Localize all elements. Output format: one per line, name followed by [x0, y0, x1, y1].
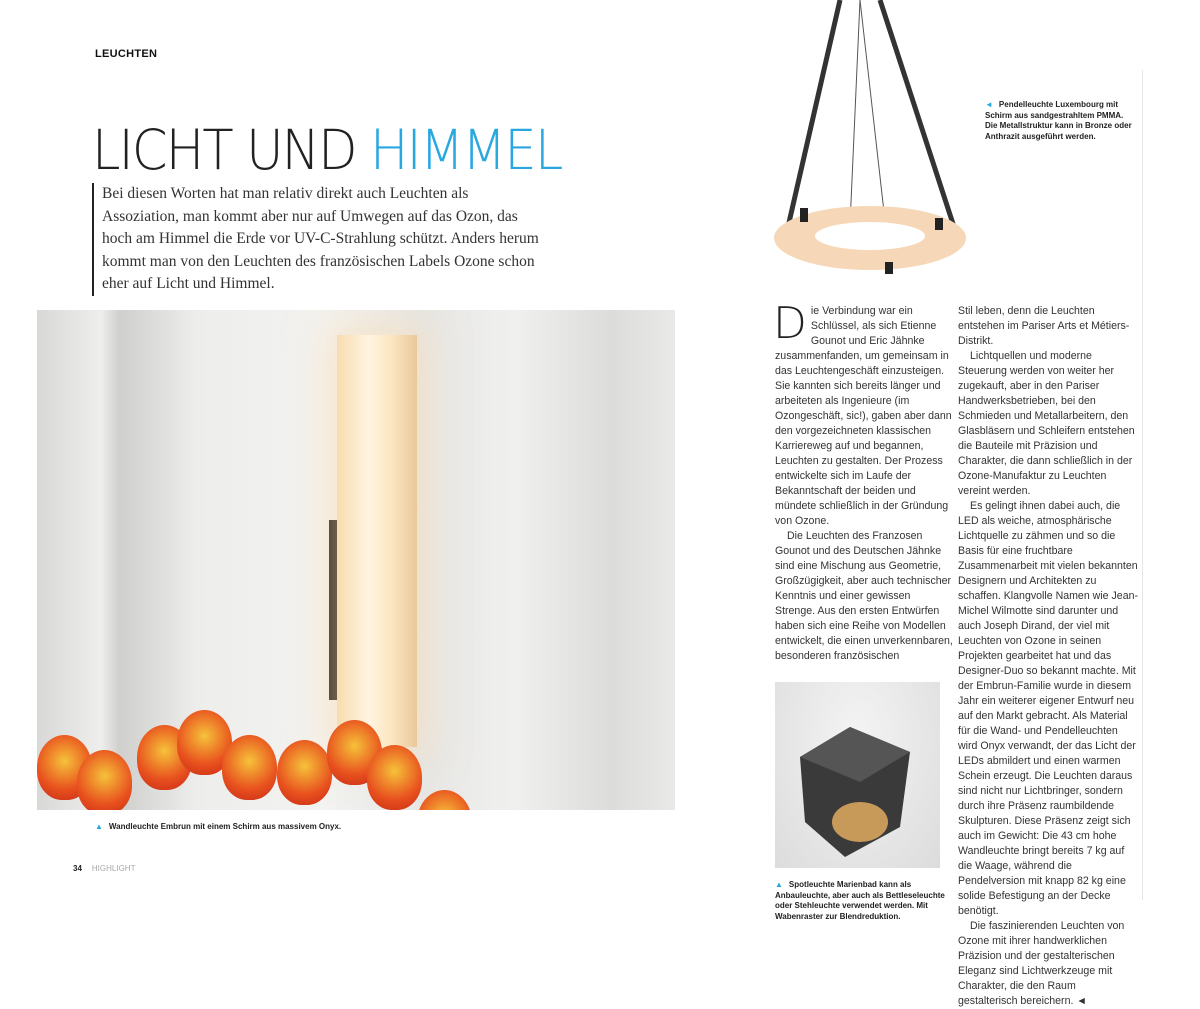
pendant-lamp-photo: [770, 0, 970, 285]
caption-triangle-icon: ▲: [775, 880, 783, 889]
page-number: 34: [73, 864, 82, 873]
left-column-stack: [773, 298, 955, 922]
body-paragraph: Stil leben, denn die Leuchten entstehen im Pariser Arts et Métiers-Distrikt.: [958, 305, 1130, 347]
drop-cap: D: [773, 298, 807, 349]
footer-section: HIGHLIGHT: [91, 864, 136, 873]
wall-lamp-photo: [37, 310, 675, 810]
page-edge: [1142, 70, 1143, 900]
spot-lamp-photo: [775, 682, 940, 868]
wall-lamp-caption: ▲ Wandleuchte Embrun mit einem Schirm aus massivem Onyx.: [95, 822, 342, 831]
pendant-caption: ◄ Pendelleuchte Luxembourg mit Schirm aus sandgestrahltem PMMA. Die Metallstruktur kann in Bronze oder Anthrazit ausgeführt werden.: [985, 100, 1132, 141]
body-paragraph: Die Leuchten des Franzosen Gounot und des Deutschen Jähnke sind eine Mischung aus Geometrie, Großzügigkeit, aber auch technischer Kenntnis und einer gewissen Strenge. Aus den ersten Entwürfen haben sich eine Reihe von Modellen entwickelt, die einen unverkennbaren, besonderen französischen: [775, 530, 953, 662]
page-title: [92, 118, 561, 182]
intro-paragraph: Bei diesen Worten hat man relativ direkt auch Leuchten als Assoziation, man kommt aber nur auf Umwegen auf das Ozon, das hoch am Himmel die Erde vor UV-C-Strahlung schützt. Anders herum kommt man von den Leuchten des französischen Labels Ozone schon eher auf Licht und Himmel.: [92, 183, 547, 296]
spot-caption: ▲ Spotleuchte Marienbad kann als Anbauleuchte, aber auch als Bettleseleuchte oder Stehleuchte verwendet werden. Mit Wabenraster zur Blendreduktion.: [775, 880, 945, 921]
title-part-2: HIMMEL: [370, 118, 562, 182]
body-paragraph: Es gelingt ihnen dabei auch, die LED als weiche, atmosphärische Lichtquelle zu zähmen und so die Basis für eine fruchtbare Zusammenarbeit mit vielen bekannten Designern und Architekten zu schaffen. Klangvolle Namen wie Jean-Michel Wilmotte sind darunter und auch Joseph Dirand, der viel mit Leuchten von Ozone in seinen Projekten gearbeitet hat und das Designer-Duo so bekannt machte. Mit der Embrun-Familie wurde in diesem Jahr ein weiterer eigener Entwurf neu auf den Markt gebracht. Als Material für die Wand- und Pendelleuchten wird Onyx verwandt, der das Licht der LEDs abmildert und einen warmen Schein erzeugt. Die Leuchten daraus sind nicht nur Lichtbringer, sondern durch ihre Präsenz raumbildende Skulpturen. Diese Präsenz zeigt sich auch im Gewicht: Die 43 cm hohe Wandleuchte bringt bereits 7 kg auf die Waage, während die Pendelversion mit knapp 82 kg eine solide Befestigung an der Decke benötigt.: [958, 500, 1139, 917]
section-label: LEUCHTEN: [95, 48, 158, 60]
body-paragraph: Die faszinierenden Leuchten von Ozone mit ihrer handwerklichen Präzision und der gestalterischen Eleganz sind Lichtwerkzeuge mit Charakter, die den Raum gestalterisch bereichern. ◄: [958, 920, 1125, 1007]
tulips: [37, 710, 675, 810]
onyx-lamp-shade: [337, 335, 417, 747]
title-part-1: LICHT UND: [92, 118, 371, 182]
body-paragraph: Lichtquellen und moderne Steuerung werden von weiter her zugekauft, aber in den Pariser Handwerksbetrieben, bei den Schmieden und Metallarbeitern, den Glasbläsern und Schleifern entstehen die Bauteile mit Präzision und Charakter, die dann schließlich in der Ozone-Manufaktur zu Leuchten vereint werden.: [958, 350, 1135, 497]
caption-arrow-icon: ◄: [985, 100, 993, 109]
page-footer: [73, 864, 135, 873]
body-column-2: [958, 304, 1138, 1009]
caption-triangle-icon: ▲: [95, 822, 103, 831]
body-column-1: Die Verbindung war ein Schlüssel, als sich Etienne Gounot und Eric Jähnke zusammenfanden, um gemeinsam in das Leuchtengeschäft einzusteigen. Sie kannten sich bereits länger und arbeiteten als Ingenieure (im Ozongeschäft, sic!), gaben aber dann den vorgezeichneten klassischen Karriereweg auf und begannen, Leuchten zu gestalten. Der Prozess entwickelte sich im Laufe der Bekanntschaft der beiden und mündete schließlich in der Gründung von Ozone. Die Leuchten des Franzosen Gounot und des Deutschen Jähnke sind eine Mischung aus Geometrie, Großzügigkeit, aber auch technischer Kenntnis und einer gewissen Strenge. Aus den ersten Entwürfen haben sich eine Reihe von Modellen entwickelt, die einen unverkennbaren, besonderen französischen: [773, 298, 953, 662]
